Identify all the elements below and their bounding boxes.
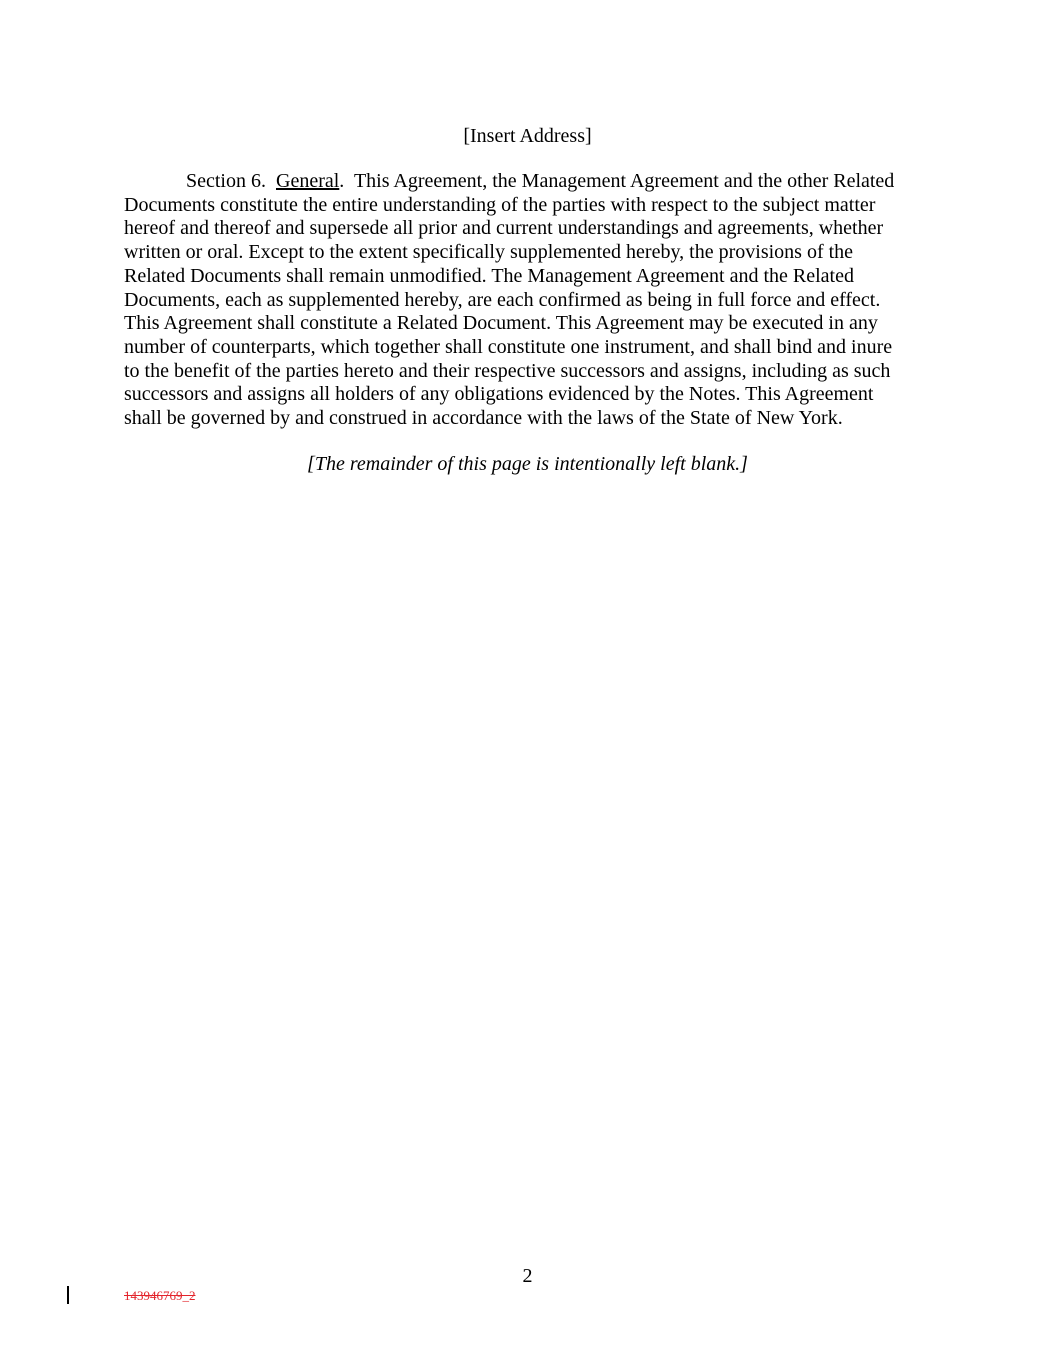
section-heading: General: [276, 170, 340, 192]
paragraph-line: written or oral. Except to the extent specifically supplemented hereby, the provisions of the: [124, 241, 854, 264]
paragraph-line: Documents constitute the entire understanding of the parties with respect to the subject matter: [124, 193, 876, 216]
revision-change-bar: [67, 1286, 69, 1304]
document-id: 143946769_2: [124, 1288, 196, 1303]
address-placeholder: [Insert Address]: [463, 125, 592, 147]
paragraph-line: hereof and thereof and supersede all prior and current understandings and agreements, whether: [124, 217, 884, 240]
paragraph-line: This Agreement shall constitute a Related Document. This Agreement may be executed in any: [124, 312, 878, 335]
paragraph-line: successors and assigns all holders of any obligations evidenced by the Notes. This Agreement: [124, 383, 874, 406]
paragraph-line: to the benefit of the parties hereto and their respective successors and assigns, including as such: [124, 359, 891, 382]
section-number: Section 6.: [186, 170, 266, 192]
paragraph-text: This Agreement, the Management Agreement and the other Related: [353, 170, 895, 192]
paragraph-line: shall be governed by and construed in accordance with the laws of the State of New York.: [124, 407, 843, 430]
paragraph-line: [124, 170, 924, 194]
paragraph-line: number of counterparts, which together shall constitute one instrument, and shall bind and inure: [124, 335, 893, 358]
paragraph-line: Related Documents shall remain unmodified. The Management Agreement and the Related: [124, 264, 854, 287]
section-heading-period: .: [339, 170, 345, 192]
page-number: 2: [522, 1265, 533, 1287]
section-6-paragraph: [124, 170, 924, 431]
paragraph-line: Documents, each as supplemented hereby, are each confirmed as being in full force and effect.: [124, 288, 881, 311]
intentionally-blank-note: [The remainder of this page is intentionally left blank.]: [307, 453, 748, 475]
